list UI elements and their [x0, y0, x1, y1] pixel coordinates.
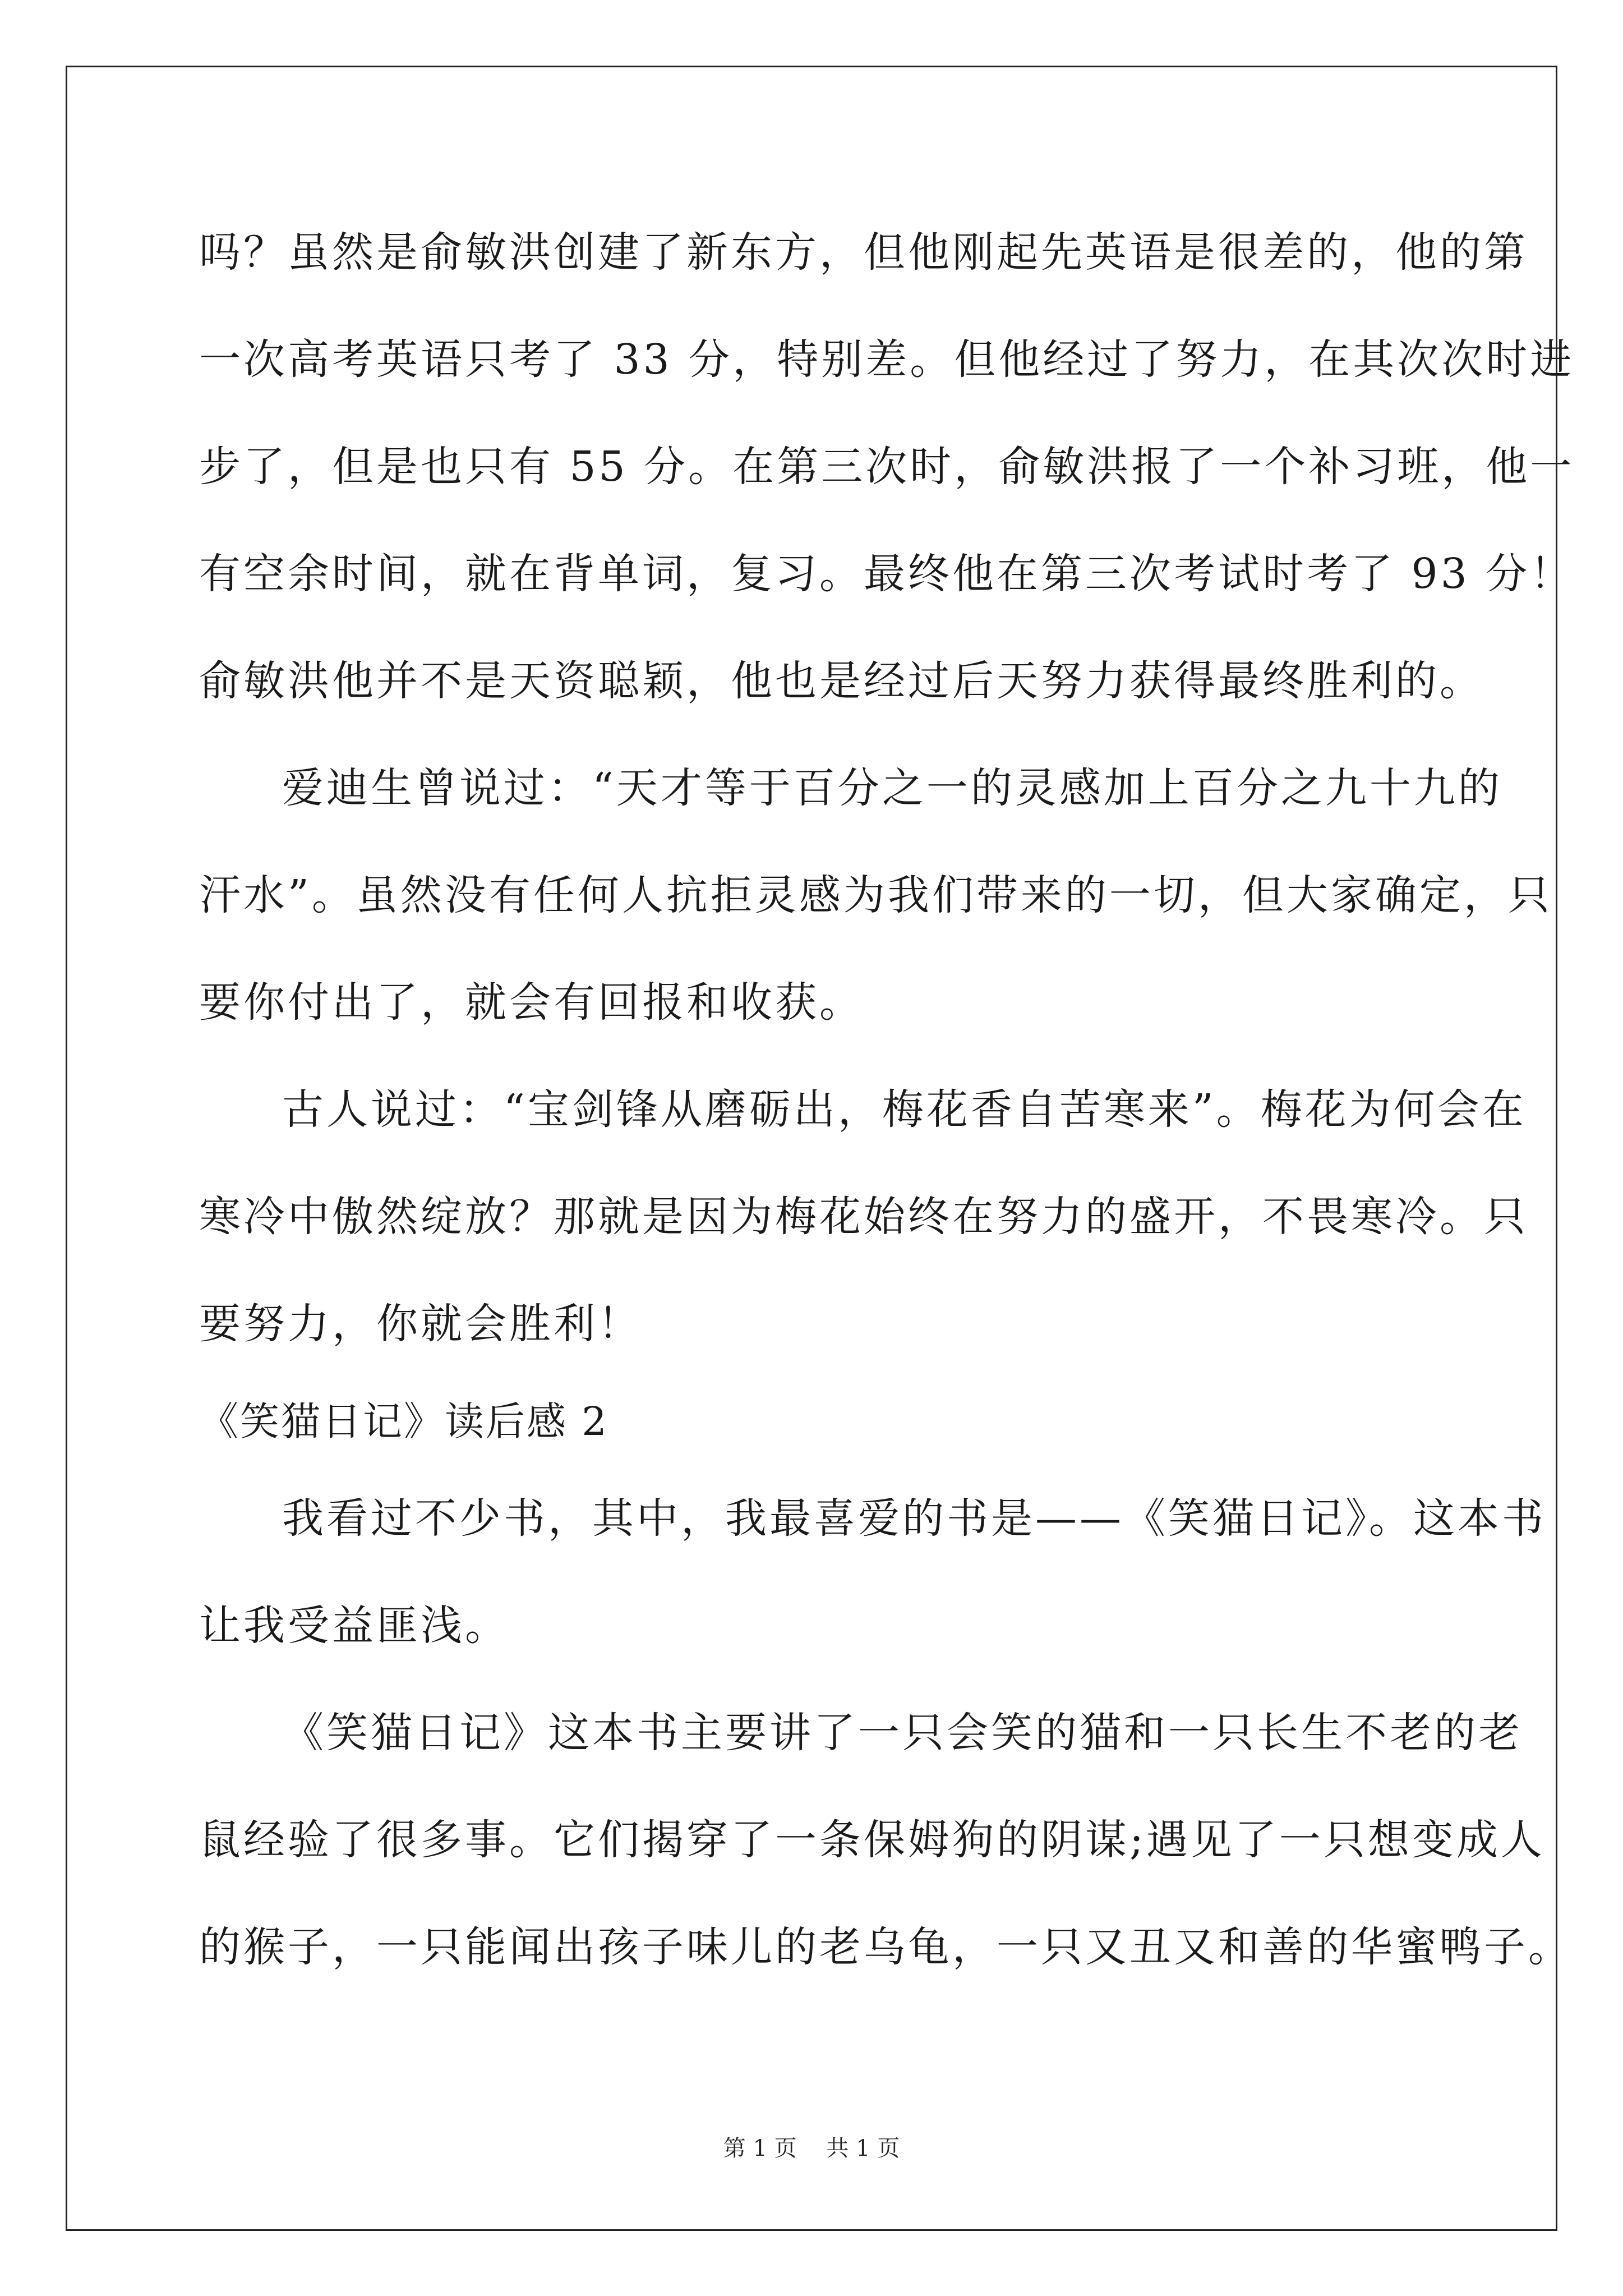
text-line: 我看过不少书，其中，我最喜爱的书是——《笑猫日记》。这本书 [282, 1494, 1546, 1543]
text-line: 古人说过：“宝剑锋从磨砺出，梅花香自苦寒来”。梅花为何会在 [282, 1085, 1527, 1134]
text-line: 让我受益匪浅。 [199, 1602, 509, 1650]
text-line: 有空余时间，就在背单词，复习。最终他在第三次考试时考了 93 分！ [199, 550, 1575, 598]
text-line: 爱迪生曾说过：“天才等于百分之一的灵感加上百分之九十九的 [282, 764, 1502, 812]
section-title: 《笑猫日记》读后感 2 [199, 1398, 608, 1444]
text-line: 汗水”。虽然没有任何人抗拒灵感为我们带来的一切，但大家确定，只 [199, 871, 1552, 919]
page-footer [0, 2132, 1623, 2165]
text-line: 要努力，你就会胜利！ [199, 1300, 642, 1348]
text-line: 俞敏洪他并不是天资聪颖，他也是经过后天努力获得最终胜利的。 [199, 657, 1484, 705]
text-line: 吗？虽然是俞敏洪创建了新东方，但他刚起先英语是很差的，他的第 [199, 228, 1528, 277]
text-line: 的猴子，一只能闻出孩子味儿的老乌龟，一只又丑又和善的华蜜鸭子。 [199, 1923, 1573, 1971]
text-line: 《笑猫日记》这本书主要讲了一只会笑的猫和一只长生不老的老 [282, 1709, 1523, 1757]
text-line: 寒冷中傲然绽放？那就是因为梅花始终在努力的盛开，不畏寒冷。只 [199, 1193, 1528, 1241]
page-total: 共 1 页 [826, 2136, 900, 2161]
text-line: 一次高考英语只考了 33 分，特别差。但他经过了努力，在其次次时进 [199, 335, 1575, 384]
page-number: 第 1 页 [723, 2136, 797, 2161]
text-line: 步了，但是也只有 55 分。在第三次时，俞敏洪报了一个补习班，他一 [199, 443, 1575, 491]
document-body [199, 199, 1575, 2001]
text-line: 要你付出了，就会有回报和收获。 [199, 978, 864, 1027]
text-line: 鼠经验了很多事。它们揭穿了一条保姆狗的阴谋;遇见了一只想变成人 [199, 1816, 1545, 1864]
